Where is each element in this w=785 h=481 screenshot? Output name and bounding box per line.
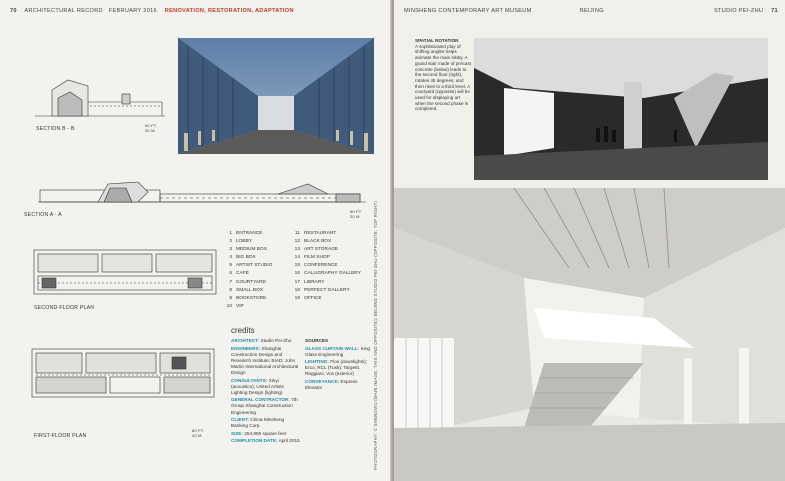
- courtyard-image: [178, 38, 374, 154]
- right-header-architect: [714, 8, 784, 14]
- legend-item: [222, 246, 272, 254]
- legend-item: [290, 295, 361, 303]
- size-value: 254,950 square feet: [244, 430, 286, 436]
- legend-number: 2: [229, 239, 232, 245]
- architect-value: Studio Pei-Zhu: [260, 338, 292, 343]
- legend-label: OFFICE: [304, 295, 322, 301]
- consultants-key: CONSULTANTS:: [231, 377, 268, 383]
- legend-item: [222, 270, 272, 278]
- courtyard-photo: [178, 38, 374, 154]
- legend-number: 7: [229, 279, 232, 285]
- legend-label: COURTYARD: [236, 279, 266, 285]
- caption-title: SPATIAL ROTATION: [415, 38, 459, 43]
- scale-m-1: 20 M.: [145, 128, 157, 133]
- scale-m-3: 20 M.: [192, 433, 204, 438]
- size-key: SIZE:: [231, 430, 243, 436]
- legend-item: [222, 295, 272, 303]
- legend-label: CAFÉ: [236, 271, 249, 277]
- general-contractor-key: GENERAL CONTRACTOR:: [231, 397, 290, 403]
- caption-text: A sophisticated play of shifting angles helps animate the main lobby. A grand stair made of precast concrete (below) leads to the second floor (right), rotates 45 degrees, and then rises to a third level. A courtyard (opposite) will be used for displaying art when the second phase is completed.: [415, 43, 471, 112]
- legend-label: LIBRARY: [304, 279, 325, 285]
- legend-item: [222, 254, 272, 262]
- legend-number: 3: [229, 247, 232, 253]
- legend-label: PERFECT GALLERY: [304, 287, 350, 293]
- photo-caption: [415, 38, 471, 112]
- right-page: [394, 0, 785, 481]
- engineers-value: Shanghai Construction Design and Research Institute; BIAD; John Martin International Architectural Design: [231, 345, 299, 375]
- scale-ft-1: 60 FT.: [145, 123, 158, 128]
- left-page: [0, 0, 392, 481]
- page-number-right: 71: [771, 8, 778, 14]
- city-name: BEIJING: [580, 8, 604, 14]
- legend-number: 10: [226, 303, 232, 309]
- main-lobby-image: [394, 188, 785, 481]
- legend-item: [290, 254, 361, 262]
- legend-label: SMALL BOX: [236, 287, 264, 293]
- client-key: CLIENT:: [231, 417, 249, 423]
- legend-number: 13: [294, 247, 300, 253]
- legend-number: 8: [229, 287, 232, 293]
- legend-number: 1: [229, 231, 232, 236]
- section-aa-label: SECTION A - A: [24, 212, 62, 218]
- project-name: MINSHENG CONTEMPORARY ART MUSEUM: [404, 8, 532, 14]
- section-aa-drawing: [38, 180, 366, 216]
- page-number-left: 70: [10, 8, 17, 14]
- lighting-key: LIGHTING:: [305, 359, 329, 365]
- issue-date: FEBRUARY 2016: [108, 8, 157, 14]
- first-floor-label: FIRST-FLOOR PLAN: [34, 433, 87, 439]
- legend-number: 17: [294, 279, 300, 285]
- publication-name: ARCHITECTURAL RECORD: [24, 8, 103, 14]
- legend-column-1: [222, 230, 272, 311]
- right-header-project: [404, 8, 532, 14]
- second-floor-plan: [32, 246, 218, 298]
- section-bb-label: SECTION B - B: [36, 126, 75, 132]
- legend-item: [222, 230, 272, 238]
- legend-number: 15: [294, 263, 300, 269]
- section-title: RENOVATION, RESTORATION, ADAPTATION: [164, 8, 294, 14]
- legend-number: 19: [294, 295, 300, 301]
- second-floor-label: SECOND-FLOOR PLAN: [34, 305, 95, 311]
- legend-item: [290, 246, 361, 254]
- legend-number: 14: [294, 255, 300, 261]
- legend-number: 5: [229, 263, 232, 269]
- legend-column-2: [290, 230, 361, 303]
- main-lobby-photo: [394, 188, 785, 481]
- legend-item: [290, 287, 361, 295]
- legend-label: LOBBY: [236, 239, 252, 245]
- legend-item: [222, 279, 272, 287]
- legend-number: 4: [229, 255, 232, 261]
- lobby-photo-top: [474, 38, 768, 180]
- glass-key: GLASS CURTAIN WALL:: [305, 345, 360, 351]
- credits-column-2: [305, 338, 371, 393]
- credits-column-1: [231, 338, 301, 446]
- scale-ft-2: 60 FT.: [350, 209, 363, 214]
- legend-label: BOOKSTORE: [236, 295, 267, 301]
- lobby-image-top: [474, 38, 768, 180]
- legend-label: CONFERENCE: [304, 263, 338, 269]
- legend-label: MEDIUM BOX: [236, 247, 267, 253]
- photo-credit: PHOTOGRAPHY: © SHENGWU (MAIN IMAGE; THIS AND OPPOSITE); BEIJING STUDIO PEI-ZHU (OPPOSITE, TOP RIGHT): [373, 201, 378, 470]
- legend-label: VIP: [236, 303, 244, 309]
- scale-ft-3: 60 FT.: [192, 428, 205, 433]
- sources-title: SOURCES: [305, 338, 329, 343]
- legend-number: 16: [294, 271, 300, 277]
- conveyance-value: Express Elevator: [305, 379, 358, 391]
- consultants-value: Xinyi (acoustics); United Artists Lighting Design (lighting): [231, 377, 284, 395]
- legend-item: [222, 238, 272, 246]
- general-contractor-value: 7th Group Shanghai Construction Engineering: [231, 397, 298, 415]
- legend-label: BLACK BOX: [304, 239, 332, 245]
- scale-m-2: 20 M.: [350, 214, 362, 219]
- legend-label: ARTIST STUDIO: [236, 263, 273, 269]
- legend-number: 6: [229, 271, 232, 277]
- glass-value: King Glass Engineering: [305, 345, 371, 357]
- legend-item: [222, 262, 272, 270]
- legend-item: [290, 238, 361, 246]
- legend-label: ENTRANCE: [236, 231, 263, 236]
- legend-item: [290, 270, 361, 278]
- engineers-key: ENGINEERS:: [231, 345, 261, 351]
- legend-item: [222, 287, 272, 295]
- completion-date-value: April 2015: [278, 438, 300, 444]
- legend-number: 9: [229, 295, 232, 301]
- legend-number: 12: [294, 239, 300, 245]
- first-floor-plan: [30, 345, 216, 401]
- lighting-value: Flos (downlights); Erco, RCL (Tusk); Targetti, Reggiani, Vos (exterior): [305, 359, 368, 377]
- conveyance-key: CONVEYANCE:: [305, 379, 340, 385]
- architect-name: STUDIO PEI-ZHU: [714, 8, 764, 14]
- legend-item: [290, 230, 361, 238]
- legend-item: [290, 279, 361, 287]
- credits-title: credits: [231, 326, 255, 335]
- legend-label: ART STORAGE: [304, 247, 339, 253]
- legend-label: CALLIGRAPHY GALLERY: [304, 271, 361, 277]
- legend-label: FILM SHOP: [304, 255, 330, 261]
- right-header-city: [580, 8, 604, 14]
- legend-number: 11: [295, 231, 300, 236]
- legend-number: 18: [294, 287, 300, 293]
- architect-key: ARCHITECT:: [231, 338, 260, 343]
- legend-item: [290, 262, 361, 270]
- completion-date-key: COMPLETION DATE:: [231, 438, 278, 444]
- legend-label: BIG BOX: [236, 255, 256, 261]
- client-value: China Minsheng Banking Corp.: [231, 417, 285, 429]
- left-header: [10, 8, 294, 14]
- legend-label: RESTAURANT: [304, 231, 337, 236]
- legend-item: [222, 303, 272, 311]
